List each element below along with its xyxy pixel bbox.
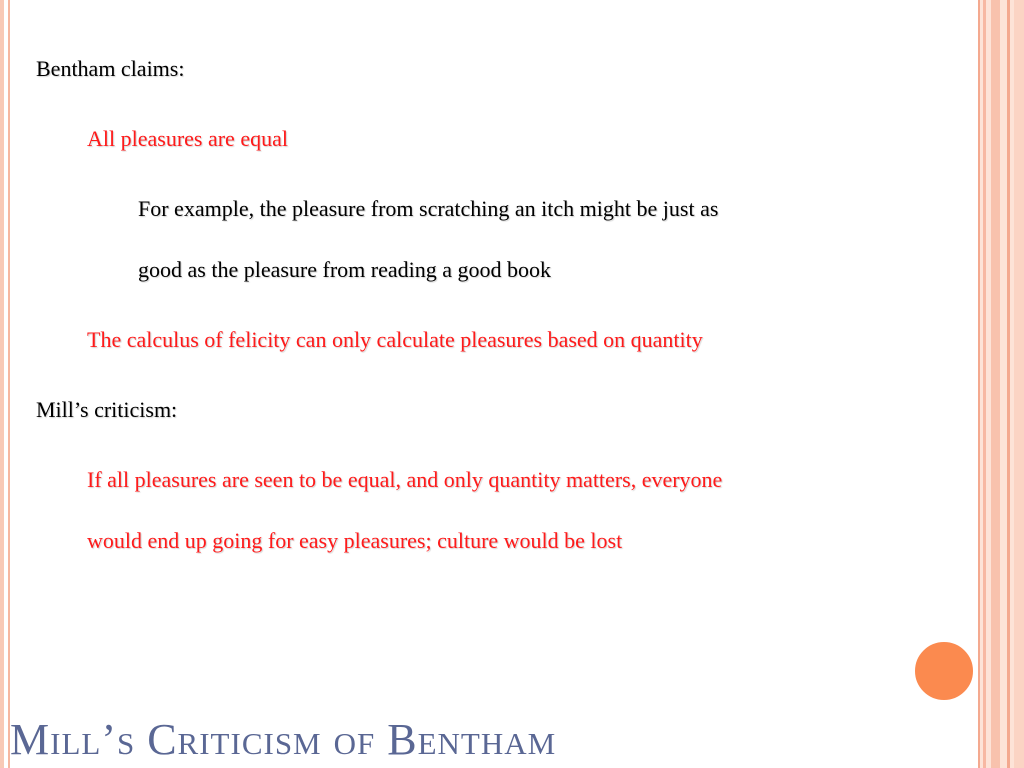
right-stripe: [1007, 0, 1010, 768]
example-line-1: For example, the pleasure from scratching an itch might be just as: [138, 196, 719, 221]
right-stripe: [1014, 0, 1024, 768]
right-stripe: [978, 0, 980, 768]
example-line-2: good as the pleasure from reading a good book: [138, 257, 551, 282]
right-stripe: [991, 0, 1000, 768]
right-stripe: [983, 0, 986, 768]
criticism-line-1: If all pleasures are seen to be equal, and only quantity matters, everyone: [87, 467, 723, 492]
left-border-line: [8, 0, 10, 768]
right-stripe-panel: [978, 0, 1024, 768]
slide-title: Mill’s Criticism of Bentham: [10, 715, 557, 764]
bentham-claims-heading: Bentham claims:: [36, 56, 185, 81]
bullet-calculus-of-felicity: The calculus of felicity can only calculate pleasures based on quantity: [87, 327, 703, 352]
criticism-line-2: would end up going for easy pleasures; culture would be lost: [87, 528, 623, 553]
bullet-all-pleasures-equal: All pleasures are equal: [87, 126, 288, 151]
mills-criticism-heading: Mill’s criticism:: [36, 397, 178, 422]
left-border-decoration: [0, 0, 4, 768]
accent-circle-icon: [913, 640, 975, 702]
